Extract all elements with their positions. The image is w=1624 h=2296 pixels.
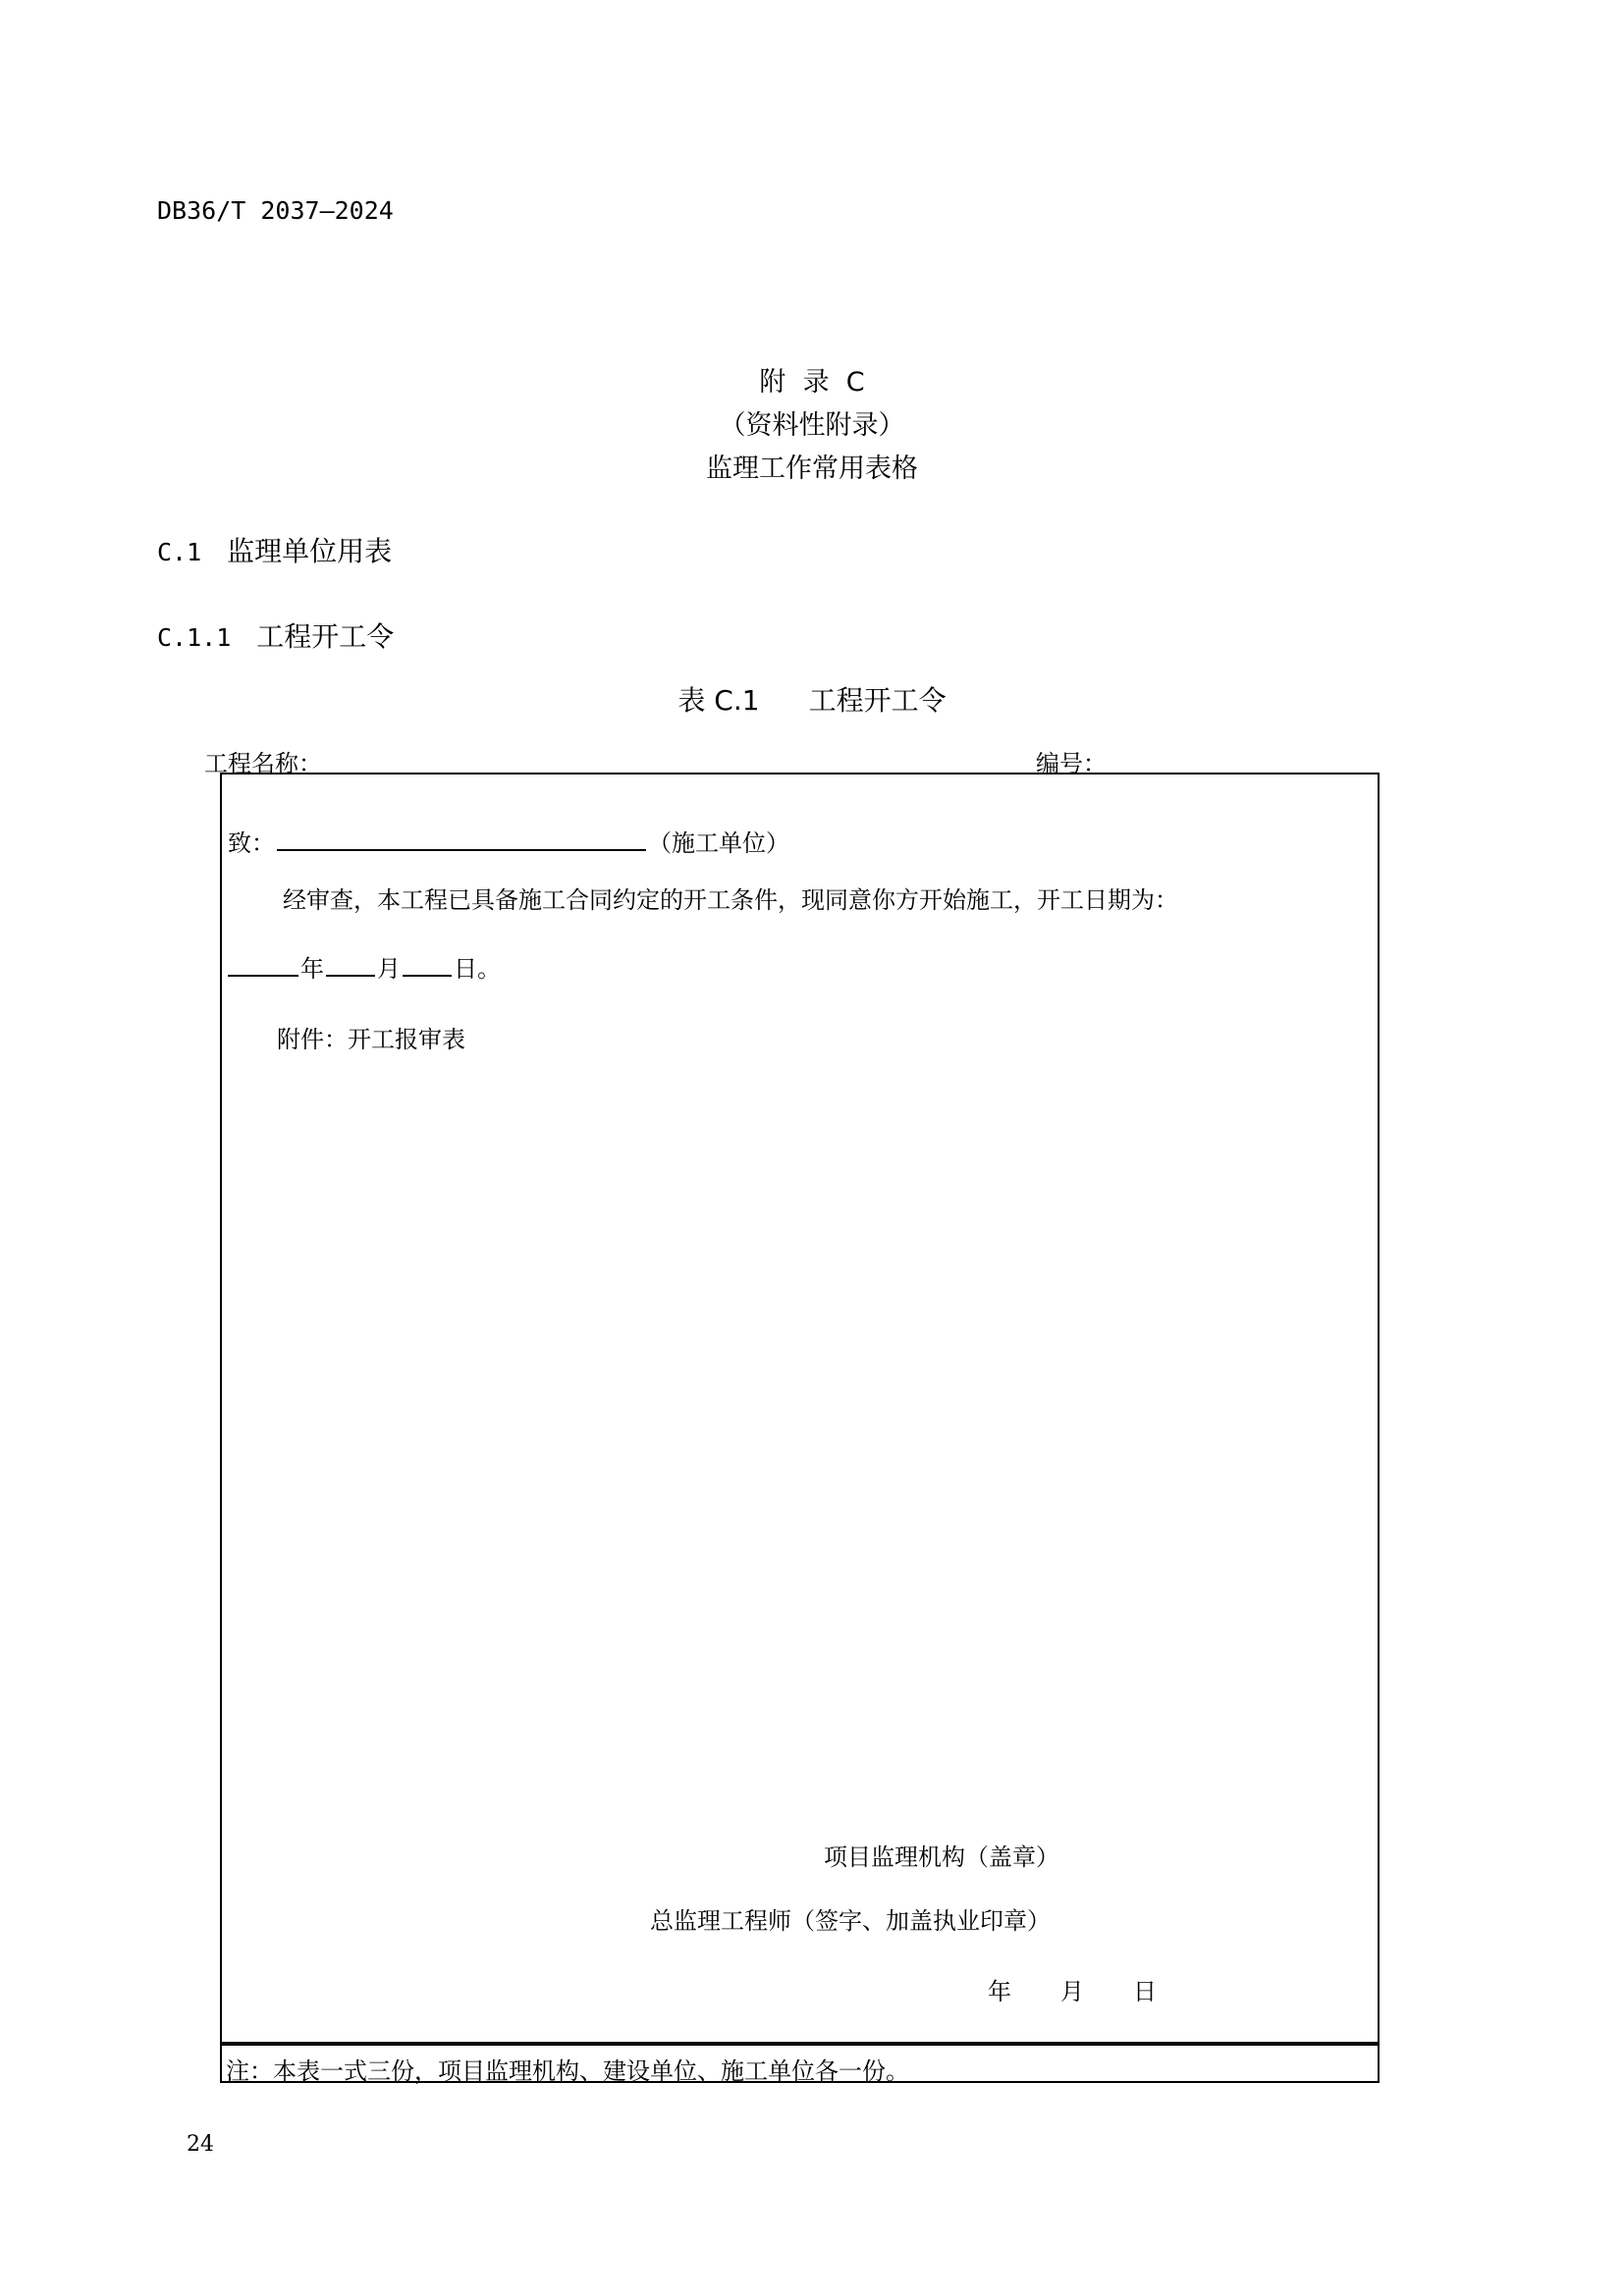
signature-organization: 项目监理机构（盖章） xyxy=(824,1843,1059,1871)
start-year-label: 年 xyxy=(300,955,324,983)
addressee-suffix: （施工单位） xyxy=(648,829,789,857)
project-name-label: 工程名称： xyxy=(204,750,322,777)
start-month-blank[interactable] xyxy=(326,951,375,977)
start-year-blank[interactable] xyxy=(228,951,298,977)
start-month-label: 月 xyxy=(377,955,401,983)
signature-year-label: 年 xyxy=(988,1978,1011,2005)
standard-code: DB36/T 2037—2024 xyxy=(157,196,394,225)
section-heading-c11 xyxy=(157,615,394,655)
form-number-label: 编号： xyxy=(1036,750,1107,777)
signature-date-line xyxy=(988,1972,1157,2006)
signature-engineer: 总监理工程师（签字、加盖执业印章） xyxy=(650,1907,1051,1935)
start-order-form xyxy=(220,773,1380,2083)
section-title: 工程开工令 xyxy=(256,620,395,653)
signature-day-label: 日 xyxy=(1133,1978,1157,2005)
page-number: 24 xyxy=(187,2132,214,2157)
note-divider xyxy=(222,2042,1378,2046)
addressee-blank[interactable] xyxy=(277,826,646,851)
addressee-label: 致： xyxy=(228,829,275,857)
signature-month-label: 月 xyxy=(1060,1978,1084,2005)
section-title: 监理单位用表 xyxy=(227,535,393,567)
appendix-letter: 附 录 C xyxy=(759,367,865,398)
section-number: C.1.1 xyxy=(157,623,232,652)
start-day-blank[interactable] xyxy=(403,951,452,977)
attachment-line: 附件：开工报审表 xyxy=(277,1026,465,1053)
start-date-line xyxy=(228,949,501,984)
section-number: C.1 xyxy=(157,538,202,566)
addressee-line xyxy=(228,824,789,858)
approval-text: 经审查，本工程已具备施工合同约定的开工条件，现同意你方开始施工，开工日期为： xyxy=(283,886,1178,914)
form-note: 注：本表一式三份，项目监理机构、建设单位、施工单位各一份。 xyxy=(226,2057,909,2085)
table-caption-title: 工程开工令 xyxy=(808,684,947,717)
start-day-label: 日。 xyxy=(454,955,501,983)
appendix-type: （资料性附录） xyxy=(719,410,905,441)
table-caption-number: 表 C.1 xyxy=(677,684,760,717)
table-caption xyxy=(0,679,1624,719)
appendix-name: 监理工作常用表格 xyxy=(706,454,918,484)
section-heading-c1 xyxy=(157,530,392,569)
